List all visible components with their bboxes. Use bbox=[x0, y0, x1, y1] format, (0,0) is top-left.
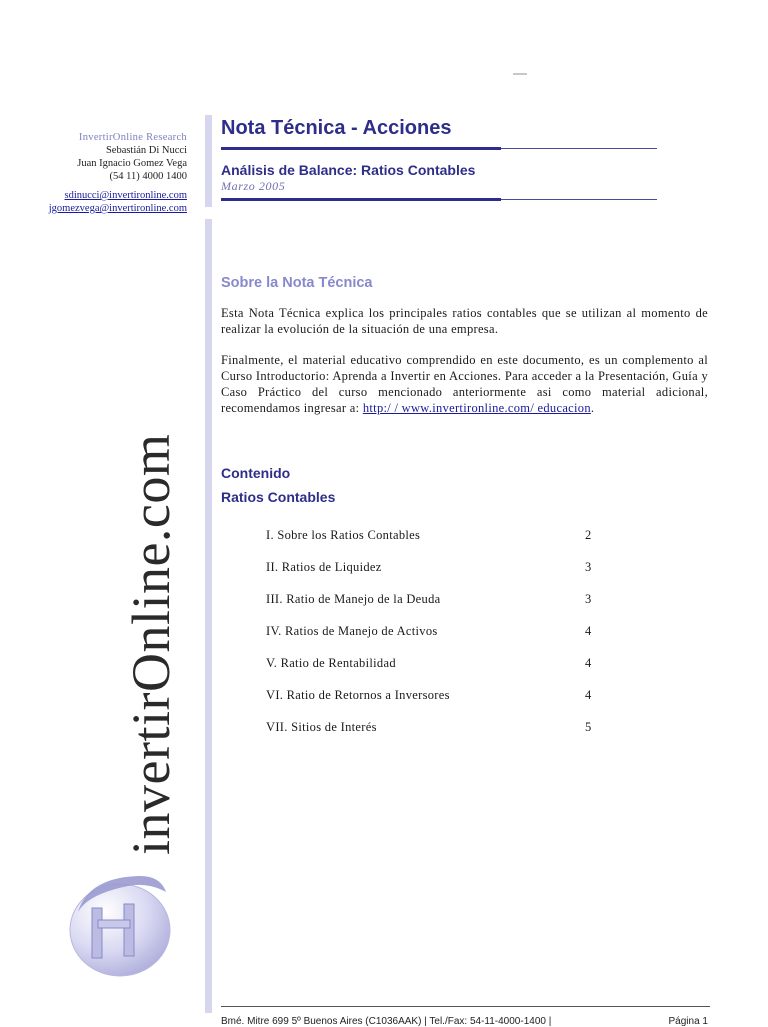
toc-item-page: 3 bbox=[585, 592, 592, 606]
toc-item-page: 3 bbox=[585, 560, 592, 574]
title-rule bbox=[221, 148, 657, 149]
contents-subheading: Ratios Contables bbox=[221, 489, 336, 505]
document-date: Marzo 2005 bbox=[221, 179, 286, 193]
footer-address: Bmé. Mitre 699 5º Buenos Aires (C1036AAK) | Tel./Fax: 54-11-4000-1400 | bbox=[221, 1016, 552, 1027]
toc-item-page: 5 bbox=[585, 720, 592, 734]
toc-item-page: 4 bbox=[585, 688, 592, 702]
section-heading: Sobre la Nota Técnica bbox=[221, 275, 373, 291]
document-title: Nota Técnica - Acciones bbox=[221, 117, 452, 139]
toc-item-label: III. Ratio de Manejo de la Deuda bbox=[266, 592, 441, 606]
contact-block bbox=[49, 131, 187, 215]
brand-wordmark: invertirOnline.com bbox=[121, 433, 181, 855]
document-subtitle: Análisis de Balance: Ratios Contables bbox=[221, 162, 476, 178]
toc-item-page: 4 bbox=[585, 624, 592, 638]
contents-heading: Contenido bbox=[221, 465, 291, 481]
contact-org: InvertirOnline Research bbox=[78, 132, 187, 143]
course-paragraph-text: Finalmente, el material educativo comprendido en este documento, es un complemento al Curso Introductorio: Aprenda a Invertir en Acciones. Para acceder a la Presentación, Guía y Caso Práctico del curso mencionado anteriormente asi como material adicional, recomendamos ingresar a: bbox=[221, 353, 708, 415]
footer-rule bbox=[221, 1006, 710, 1007]
side-bar-top bbox=[205, 115, 212, 207]
contact-email-1[interactable]: sdinucci@invertironline.com bbox=[64, 190, 187, 201]
toc-row[interactable] bbox=[266, 688, 606, 704]
link-period: . bbox=[590, 401, 595, 415]
toc-item-page: 4 bbox=[585, 656, 592, 670]
contact-name-1: Sebastián Di Nucci bbox=[105, 145, 187, 156]
toc-item-label: IV. Ratios de Manejo de Activos bbox=[266, 624, 438, 638]
toc-row[interactable] bbox=[266, 656, 606, 672]
footer-page-number: Página 1 bbox=[668, 1016, 708, 1027]
course-paragraph bbox=[221, 352, 708, 416]
toc-row[interactable] bbox=[266, 560, 606, 576]
toc-item-label: II. Ratios de Liquidez bbox=[266, 560, 382, 574]
toc-row[interactable] bbox=[266, 528, 606, 544]
contact-name-2: Juan Ignacio Gomez Vega bbox=[77, 158, 187, 169]
contact-email-2[interactable]: jgomezvega@invertironline.com bbox=[48, 203, 187, 214]
side-bar-main bbox=[205, 219, 212, 1013]
toc-item-label: VI. Ratio de Retornos a Inversores bbox=[266, 688, 450, 702]
toc-row[interactable] bbox=[266, 592, 606, 608]
contact-phone: (54 11) 4000 1400 bbox=[109, 171, 187, 182]
education-link[interactable]: http:/ / www.invertironline.com/ educacion bbox=[362, 401, 591, 415]
intro-paragraph: Esta Nota Técnica explica los principales ratios contables que se utilizan al momento de realizar la evolución de la situación de una empresa. bbox=[221, 306, 708, 336]
toc-item-label: V. Ratio de Rentabilidad bbox=[266, 656, 396, 670]
subtitle-rule bbox=[221, 199, 657, 200]
toc-row[interactable] bbox=[266, 720, 606, 736]
toc-item-label: VII. Sitios de Interés bbox=[266, 720, 377, 734]
top-mark bbox=[513, 73, 527, 75]
toc-item-page: 2 bbox=[585, 528, 592, 542]
brand-logo-icon bbox=[68, 872, 172, 978]
toc-row[interactable] bbox=[266, 624, 606, 640]
toc-item-label: I. Sobre los Ratios Contables bbox=[266, 528, 421, 542]
